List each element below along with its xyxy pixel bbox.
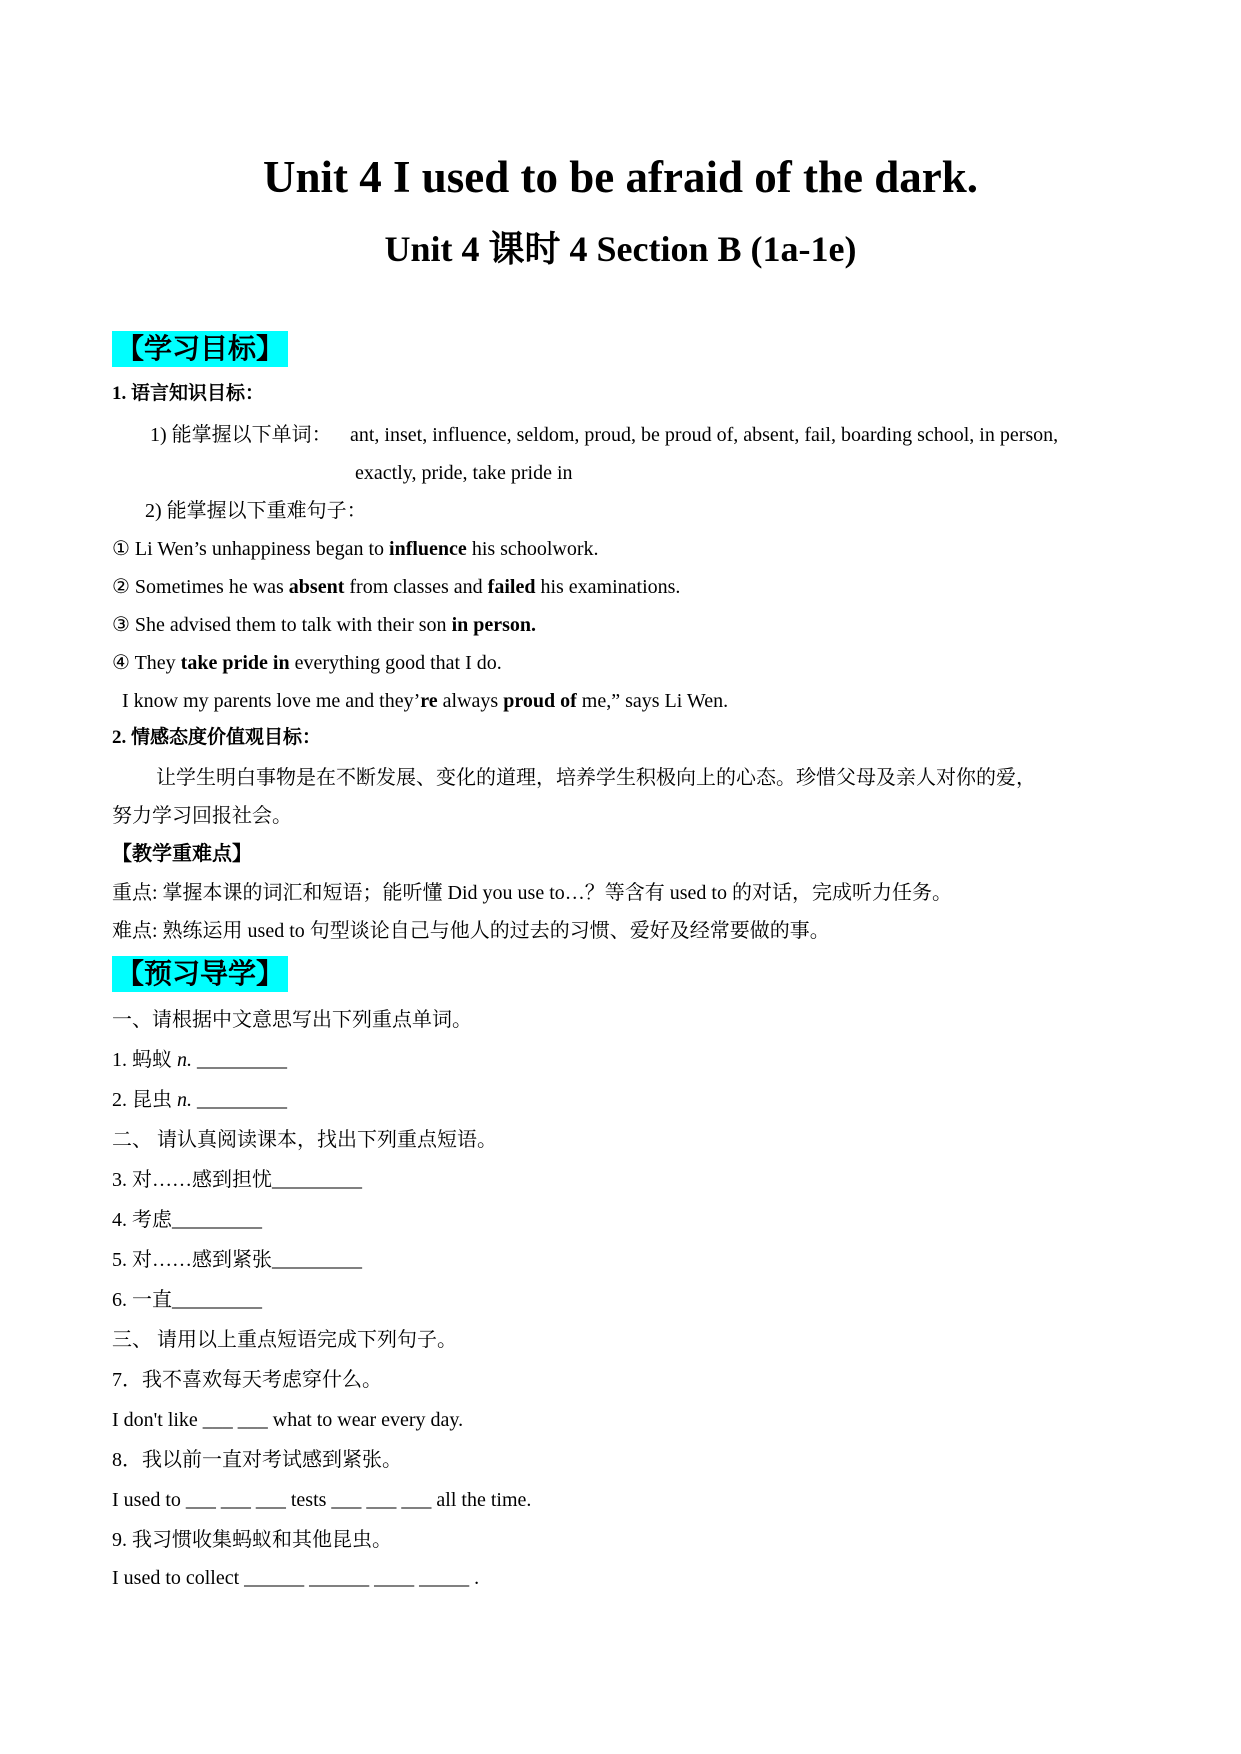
sentences-intro: 2) 能掌握以下重难句子： — [145, 500, 367, 522]
preview-heading: 【预习导学】 — [112, 956, 288, 992]
sentence-3: ③ She advised them to talk with their son in person. — [112, 614, 537, 636]
question-5: 5. 对……感到紧张_________ — [112, 1249, 362, 1271]
sentence-4: ④ They take pride in everything good that I do. — [112, 652, 502, 674]
question-7-english: I don't like ___ ___ what to wear every day. — [112, 1409, 464, 1431]
words-intro: 1) 能掌握以下单词： — [150, 424, 332, 446]
preview-part-3: 三、 请用以上重点短语完成下列句子。 — [112, 1329, 457, 1351]
sentence-1: ① Li Wen’s unhappiness began to influence his schoolwork. — [112, 538, 599, 560]
emotion-objective-title: 2. 情感态度价值观目标： — [112, 727, 322, 748]
sentence-5: I know my parents love me and they’re always proud of me,” says Li Wen. — [122, 690, 729, 712]
question-8-chinese: 8．我以前一直对考试感到紧张。 — [112, 1449, 402, 1471]
words-line-1: ant, inset, influence, seldom, proud, be proud of, absent, fail, boarding school, in person, — [350, 424, 1059, 446]
emotion-line-2: 努力学习回报社会。 — [112, 805, 292, 827]
difficult-point: 难点: 熟练运用 used to 句型谈论自己与他人的过去的习惯、爱好及经常要做的事。 — [112, 920, 830, 942]
emotion-line-1: 让学生明白事物是在不断发展、变化的道理，培养学生积极向上的心态。珍惜父母及亲人对你的爱， — [156, 767, 1036, 789]
objectives-heading: 【学习目标】 — [112, 331, 288, 367]
question-3: 3. 对……感到担忧_________ — [112, 1169, 362, 1191]
words-line-2: exactly, pride, take pride in — [355, 462, 573, 484]
page-title: Unit 4 I used to be afraid of the dark. — [262, 152, 979, 202]
question-1: 1. 蚂蚁 n. _________ — [112, 1049, 287, 1071]
question-9-chinese: 9. 我习惯收集蚂蚁和其他昆虫。 — [112, 1529, 392, 1551]
preview-part-1: 一、请根据中文意思写出下列重点单词。 — [112, 1009, 472, 1031]
question-7-chinese: 7．我不喜欢每天考虑穿什么。 — [112, 1369, 382, 1391]
question-8-english: I used to ___ ___ ___ tests ___ ___ ___ all the time. — [112, 1489, 532, 1511]
sentence-2: ② Sometimes he was absent from classes and failed his examinations. — [112, 576, 681, 598]
preview-part-2: 二、 请认真阅读课本，找出下列重点短语。 — [112, 1129, 497, 1151]
question-6: 6. 一直_________ — [112, 1289, 262, 1311]
key-point: 重点: 掌握本课的词汇和短语；能听懂 Did you use to…？等含有 used to 的对话，完成听力任务。 — [112, 882, 952, 904]
language-objective-title: 1. 语言知识目标： — [112, 383, 265, 404]
question-4: 4. 考虑_________ — [112, 1209, 262, 1231]
question-9-english: I used to collect ______ ______ ____ _____ . — [112, 1567, 480, 1589]
page-subtitle: Unit 4 课时 4 Section B (1a-1e) — [384, 229, 857, 269]
question-2: 2. 昆虫 n. _________ — [112, 1089, 287, 1111]
key-difficult-title: 【教学重难点】 — [112, 843, 252, 865]
